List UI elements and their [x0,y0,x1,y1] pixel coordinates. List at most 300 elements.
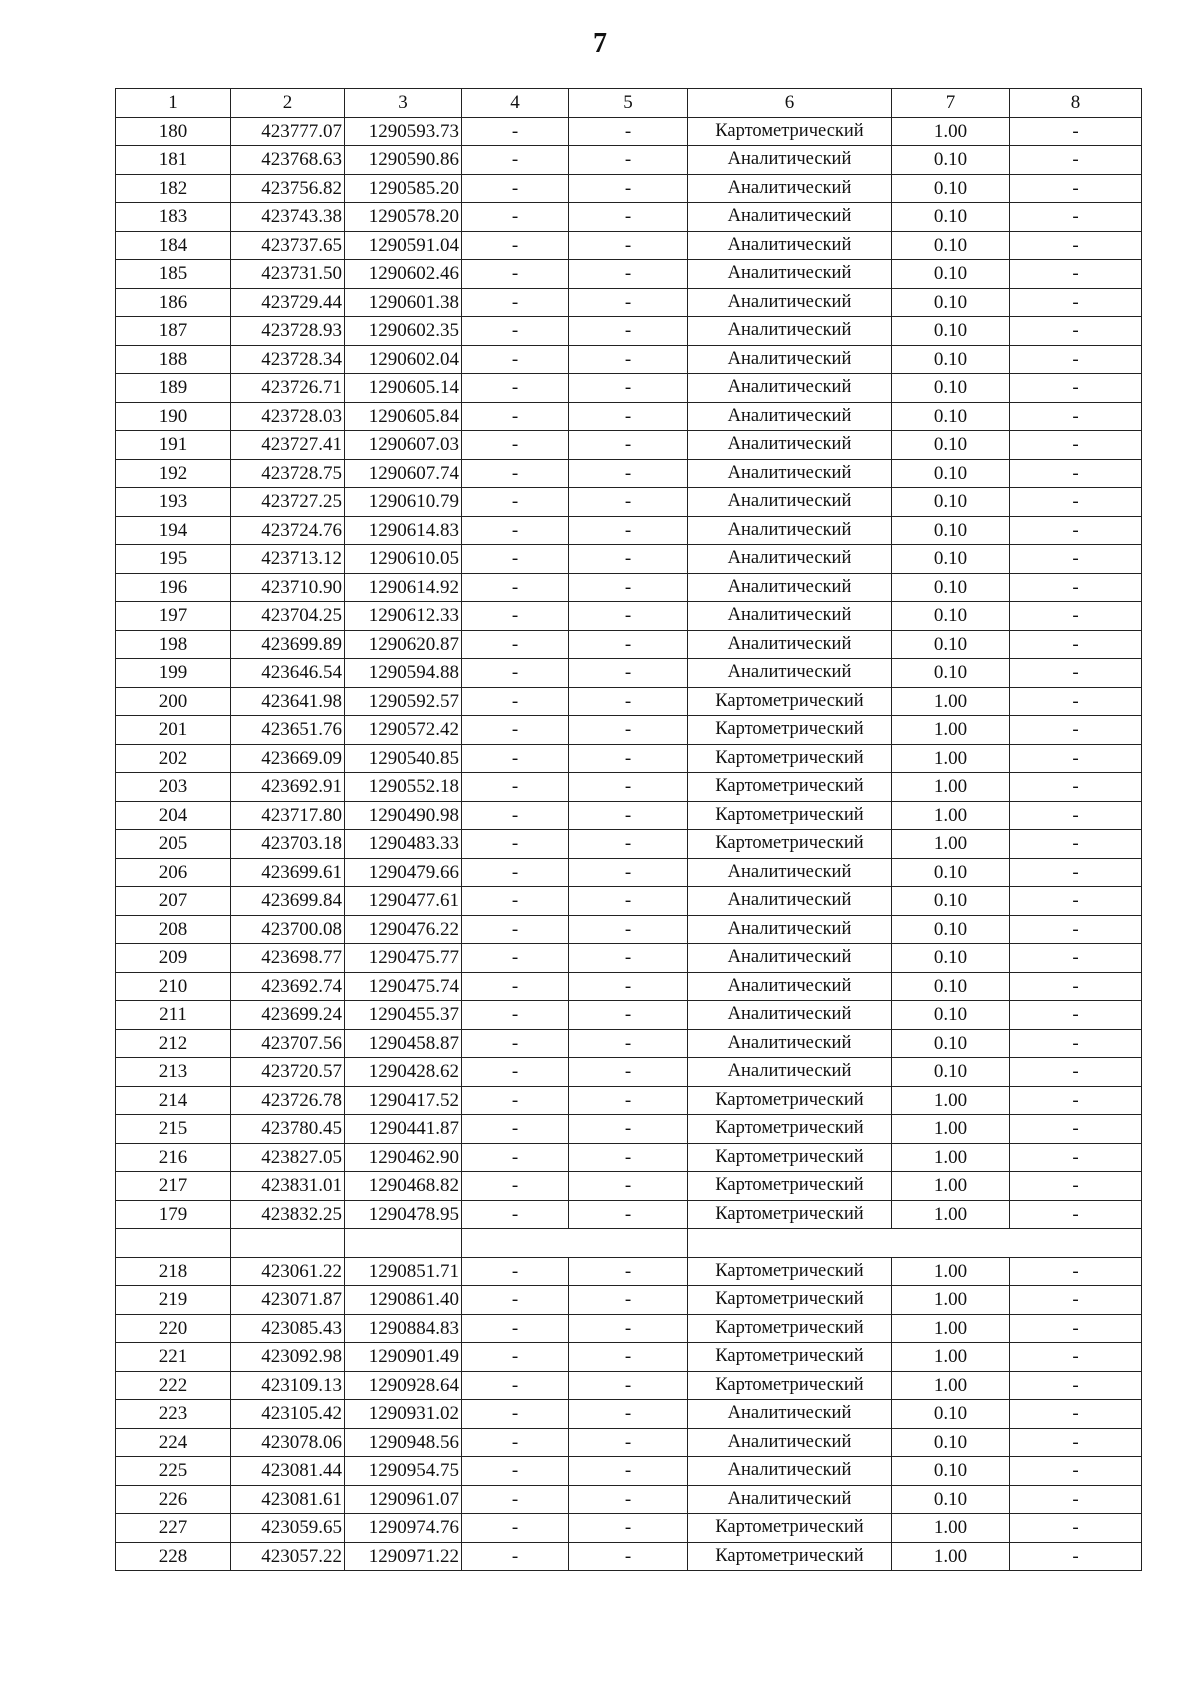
table-row [116,260,1142,289]
table-row [116,744,1142,773]
table-cell: - [462,1086,569,1115]
table-cell: - [569,459,688,488]
table-cell: 183 [116,203,231,232]
table-row [116,1001,1142,1030]
table-body [116,117,1142,1571]
table-cell: 227 [116,1514,231,1543]
table-cell: - [569,1058,688,1087]
table-cell: - [1010,801,1142,830]
table-cell: - [462,1457,569,1486]
table-cell: 1290476.22 [345,915,462,944]
table-cell: - [569,1200,688,1229]
table-cell: 423777.07 [231,117,345,146]
table-cell: 1290607.03 [345,431,462,460]
table-row [116,1400,1142,1429]
table-cell: 1290593.73 [345,117,462,146]
table-cell: 0.10 [892,630,1010,659]
table-cell: 0.10 [892,345,1010,374]
table-cell: Аналитический [688,1428,892,1457]
table-cell: 423827.05 [231,1143,345,1172]
table-cell: 423699.24 [231,1001,345,1030]
table-cell: Аналитический [688,231,892,260]
empty-cell [116,1229,231,1258]
table-cell: 423641.98 [231,687,345,716]
table-row [116,801,1142,830]
table-cell: - [569,573,688,602]
table-cell: - [1010,203,1142,232]
table-cell: - [1010,545,1142,574]
table-cell: Картометрический [688,773,892,802]
table-cell: - [569,231,688,260]
table-cell: Аналитический [688,260,892,289]
table-cell: 0.10 [892,545,1010,574]
table-cell: 423704.25 [231,602,345,631]
table-row [116,573,1142,602]
table-cell: - [1010,573,1142,602]
table-cell: - [569,374,688,403]
table-cell: - [462,374,569,403]
page-number: 7 [593,28,607,59]
coordinates-table [115,88,1142,1571]
table-cell: - [462,573,569,602]
table-cell: - [569,1428,688,1457]
table-cell: - [569,1514,688,1543]
table-cell: - [1010,431,1142,460]
table-cell: 1.00 [892,1286,1010,1315]
table-cell: Картометрический [688,1343,892,1372]
table-cell: 0.10 [892,431,1010,460]
table-cell: 1290483.33 [345,830,462,859]
table-cell: 211 [116,1001,231,1030]
table-row [116,1115,1142,1144]
table-cell: 224 [116,1428,231,1457]
table-cell: Аналитический [688,203,892,232]
table-cell: - [462,1485,569,1514]
table-cell: 199 [116,659,231,688]
table-cell: - [569,203,688,232]
table-cell: Аналитический [688,459,892,488]
table-cell: 0.10 [892,146,1010,175]
empty-cell [345,1229,462,1258]
table-cell: 1.00 [892,1542,1010,1571]
table-cell: - [462,1001,569,1030]
table-cell: 200 [116,687,231,716]
table-cell: - [462,1257,569,1286]
table-row [116,972,1142,1001]
table-cell: - [569,117,688,146]
table-cell: - [1010,659,1142,688]
table-cell: 1.00 [892,830,1010,859]
table-cell: - [1010,716,1142,745]
table-cell: - [1010,260,1142,289]
table-cell: 204 [116,801,231,830]
table-cell: 423729.44 [231,288,345,317]
table-cell: 1290552.18 [345,773,462,802]
table-cell: 0.10 [892,887,1010,916]
table-cell: 1290478.95 [345,1200,462,1229]
table-cell: 1290961.07 [345,1485,462,1514]
table-cell: - [462,288,569,317]
table-cell: 1290861.40 [345,1286,462,1315]
table-cell: - [569,288,688,317]
table-cell: - [462,1200,569,1229]
table-cell: 0.10 [892,174,1010,203]
table-cell: 187 [116,317,231,346]
table-cell: - [462,231,569,260]
table-cell: - [1010,1314,1142,1343]
table-cell: 423728.75 [231,459,345,488]
table-cell: - [1010,1058,1142,1087]
table-row [116,174,1142,203]
table-row [116,1514,1142,1543]
table-cell: - [462,431,569,460]
header-cell: 1 [116,89,231,118]
table-cell: - [1010,915,1142,944]
table-cell: - [569,431,688,460]
table-cell: - [462,659,569,688]
table-cell: - [1010,146,1142,175]
table-header-row [116,89,1142,118]
table-cell: 423699.89 [231,630,345,659]
header-cell: 7 [892,89,1010,118]
table-row [116,146,1142,175]
table-cell: - [1010,972,1142,1001]
table-cell: 1290974.76 [345,1514,462,1543]
table-cell: 0.10 [892,260,1010,289]
table-row [116,1343,1142,1372]
table-cell: - [569,630,688,659]
empty-cell [462,1229,688,1258]
table-cell: - [462,773,569,802]
table-cell: - [569,1172,688,1201]
table-cell: 423059.65 [231,1514,345,1543]
table-cell: 423710.90 [231,573,345,602]
table-row [116,1428,1142,1457]
table-cell: Аналитический [688,545,892,574]
table-row [116,1029,1142,1058]
table-cell: - [569,317,688,346]
table-cell: 423743.38 [231,203,345,232]
table-cell: - [462,545,569,574]
table-cell: Картометрический [688,1200,892,1229]
table-cell: - [462,402,569,431]
table-row [116,345,1142,374]
table-cell: 423737.65 [231,231,345,260]
table-cell: Картометрический [688,1371,892,1400]
table-cell: 423700.08 [231,915,345,944]
table-cell: 1.00 [892,687,1010,716]
table-cell: - [569,1143,688,1172]
table-cell: 201 [116,716,231,745]
table-cell: 197 [116,602,231,631]
table-cell: 1290458.87 [345,1029,462,1058]
table-cell: 423724.76 [231,516,345,545]
table-cell: 423728.34 [231,345,345,374]
table-cell: 192 [116,459,231,488]
table-cell: 1290428.62 [345,1058,462,1087]
table-cell: 1290948.56 [345,1428,462,1457]
table-cell: 186 [116,288,231,317]
table-cell: 220 [116,1314,231,1343]
table-row [116,1086,1142,1115]
table-cell: 1.00 [892,1514,1010,1543]
table-cell: 1290441.87 [345,1115,462,1144]
table-row [116,1542,1142,1571]
table-cell: - [569,687,688,716]
table-cell: 0.10 [892,374,1010,403]
table-cell: 213 [116,1058,231,1087]
table-row [116,516,1142,545]
table-cell: - [1010,1343,1142,1372]
table-cell: Аналитический [688,1058,892,1087]
table-cell: - [1010,1029,1142,1058]
table-cell: - [462,317,569,346]
table-cell: Аналитический [688,374,892,403]
table-cell: - [462,345,569,374]
header-cell: 2 [231,89,345,118]
table-cell: Картометрический [688,744,892,773]
table-row [116,1485,1142,1514]
table-cell: 216 [116,1143,231,1172]
table-cell: 1290607.74 [345,459,462,488]
table-cell: 423692.74 [231,972,345,1001]
table-cell: 1.00 [892,801,1010,830]
table-cell: - [1010,516,1142,545]
table-cell: - [569,887,688,916]
table-cell: 0.10 [892,231,1010,260]
table-cell: 0.10 [892,516,1010,545]
table-row [116,231,1142,260]
table-cell: - [462,1115,569,1144]
table-cell: 1290572.42 [345,716,462,745]
table-cell: 0.10 [892,1457,1010,1486]
table-cell: - [462,1058,569,1087]
table-cell: - [462,887,569,916]
table-cell: 423756.82 [231,174,345,203]
table-cell: - [569,174,688,203]
table-cell: 0.10 [892,659,1010,688]
table-cell: 189 [116,374,231,403]
table-cell: - [569,1001,688,1030]
table-cell: - [462,488,569,517]
table-cell: 182 [116,174,231,203]
table-cell: - [569,516,688,545]
table-cell: 1.00 [892,1343,1010,1372]
table-cell: 423692.91 [231,773,345,802]
table-row [116,630,1142,659]
table-cell: 1.00 [892,1200,1010,1229]
table-cell: 1.00 [892,1172,1010,1201]
table-cell: - [1010,174,1142,203]
table-cell: 0.10 [892,459,1010,488]
table-cell: 1290620.87 [345,630,462,659]
table-cell: Аналитический [688,288,892,317]
table-cell: 0.10 [892,602,1010,631]
table-row [116,545,1142,574]
table-cell: - [462,1143,569,1172]
table-row [116,317,1142,346]
table-cell: 1.00 [892,1115,1010,1144]
table-cell: 212 [116,1029,231,1058]
table-cell: Картометрический [688,1115,892,1144]
table-cell: 1290455.37 [345,1001,462,1030]
table-cell: - [1010,317,1142,346]
table-cell: - [462,801,569,830]
table-row [116,1143,1142,1172]
table-cell: - [462,1314,569,1343]
table-cell: 203 [116,773,231,802]
table-cell: 1290901.49 [345,1343,462,1372]
table-cell: 1290585.20 [345,174,462,203]
table-cell: Аналитический [688,431,892,460]
table-cell: 1.00 [892,716,1010,745]
table-cell: 1290602.35 [345,317,462,346]
table-cell: 207 [116,887,231,916]
table-cell: 1290594.88 [345,659,462,688]
table-cell: 423831.01 [231,1172,345,1201]
table-cell: 0.10 [892,1058,1010,1087]
table-cell: 217 [116,1172,231,1201]
table-cell: 206 [116,858,231,887]
table-cell: 0.10 [892,972,1010,1001]
table-cell: - [1010,1001,1142,1030]
table-cell: - [569,1029,688,1058]
table-cell: 423717.80 [231,801,345,830]
table-row [116,659,1142,688]
table-cell: Картометрический [688,1257,892,1286]
table-cell: - [462,687,569,716]
table-cell: 193 [116,488,231,517]
table-row [116,203,1142,232]
table-cell: - [1010,773,1142,802]
table-cell: - [462,744,569,773]
table-row [116,887,1142,916]
table-cell: - [569,1485,688,1514]
table-cell: 209 [116,944,231,973]
table-cell: 423071.87 [231,1286,345,1315]
table-cell: 190 [116,402,231,431]
table-cell: Аналитический [688,972,892,1001]
table-cell: 423707.56 [231,1029,345,1058]
table-cell: 185 [116,260,231,289]
table-cell: 205 [116,830,231,859]
table-cell: 1290884.83 [345,1314,462,1343]
table-cell: 0.10 [892,858,1010,887]
table-cell: - [1010,687,1142,716]
table-cell: 1290601.38 [345,288,462,317]
table-cell: 423731.50 [231,260,345,289]
table-cell: - [569,830,688,859]
table-cell: 179 [116,1200,231,1229]
table-cell: 1.00 [892,117,1010,146]
table-cell: 423728.03 [231,402,345,431]
table-cell: Картометрический [688,830,892,859]
table-cell: Аналитический [688,1485,892,1514]
table-cell: 191 [116,431,231,460]
table-cell: Аналитический [688,915,892,944]
table-cell: - [569,402,688,431]
table-cell: - [1010,1143,1142,1172]
table-cell: - [462,1029,569,1058]
table-cell: - [569,915,688,944]
table-row [116,915,1142,944]
table-row [116,288,1142,317]
table-cell: - [569,1400,688,1429]
table-cell: 0.10 [892,944,1010,973]
table-cell: Картометрический [688,1086,892,1115]
table-row [116,1286,1142,1315]
table-separator-row [116,1229,1142,1258]
table-cell: - [1010,744,1142,773]
table-cell: - [1010,345,1142,374]
table-cell: - [462,915,569,944]
table-cell: 0.10 [892,203,1010,232]
table-cell: Аналитический [688,602,892,631]
table-cell: - [569,659,688,688]
table-cell: 423698.77 [231,944,345,973]
table-cell: 226 [116,1485,231,1514]
table-cell: 1290479.66 [345,858,462,887]
table-row [116,716,1142,745]
table-row [116,858,1142,887]
table-cell: 228 [116,1542,231,1571]
table-cell: - [1010,1400,1142,1429]
table-cell: Картометрический [688,1314,892,1343]
table-cell: - [569,1343,688,1372]
table-cell: 215 [116,1115,231,1144]
table-cell: 1290477.61 [345,887,462,916]
table-cell: - [1010,1286,1142,1315]
table-cell: - [1010,288,1142,317]
table-cell: - [1010,402,1142,431]
table-cell: 1290462.90 [345,1143,462,1172]
table-row [116,944,1142,973]
table-cell: Картометрический [688,1143,892,1172]
table-cell: - [569,602,688,631]
empty-cell [688,1229,1142,1258]
table-cell: 180 [116,117,231,146]
table-cell: 423832.25 [231,1200,345,1229]
table-cell: - [462,716,569,745]
table-cell: 188 [116,345,231,374]
table-cell: 1290928.64 [345,1371,462,1400]
table-row [116,1457,1142,1486]
table-cell: Аналитический [688,1029,892,1058]
table-cell: - [1010,374,1142,403]
table-cell: - [462,972,569,1001]
table-cell: 1290602.46 [345,260,462,289]
table-cell: 423078.06 [231,1428,345,1457]
table-cell: 423727.25 [231,488,345,517]
table-cell: 423727.41 [231,431,345,460]
table-cell: 1290590.86 [345,146,462,175]
table-cell: 423780.45 [231,1115,345,1144]
table-cell: - [1010,1428,1142,1457]
table-row [116,830,1142,859]
table-cell: - [1010,1485,1142,1514]
table-cell: - [569,545,688,574]
table-cell: - [1010,1172,1142,1201]
table-cell: 0.10 [892,488,1010,517]
table-cell: 423105.42 [231,1400,345,1429]
table-cell: 219 [116,1286,231,1315]
table-row [116,431,1142,460]
table-cell: 423109.13 [231,1371,345,1400]
table-cell: 423057.22 [231,1542,345,1571]
table-cell: - [1010,1542,1142,1571]
table-cell: - [462,174,569,203]
table-cell: 423699.61 [231,858,345,887]
